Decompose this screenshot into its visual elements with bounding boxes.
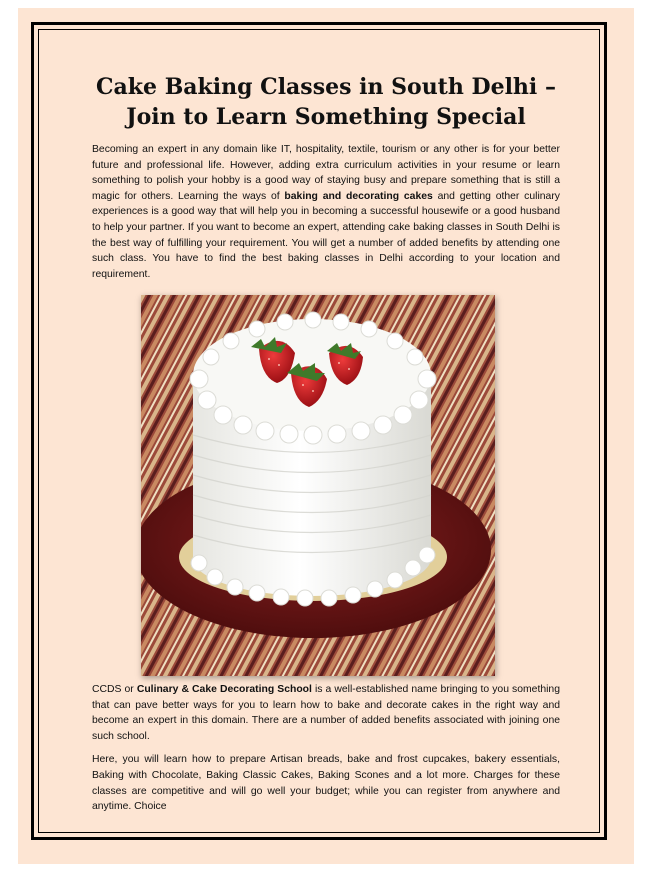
intro-paragraph: Becoming an expert in any domain like IT, hospitality, textile, tourism or any other is for your better future and professional life. However, adding extra curriculum activities in your resume or learn something to polish your hobby is a good way of staying busy and prepare something that is still a magic for others. Learning the ways of baking and decorating cakes and getting other culinary experiences is a good way that will help you in becoming a successful housewife or a good husband to help your partner. If you want to become an expert, attending cake baking classes in South Delhi is the best way of fulfilling your requirement. You will get a number of added benefits by attending one such class. You have to find the best baking classes in Delhi according to your location and requirement. xyxy=(92,144,560,280)
courses-paragraph: Here, you will learn how to prepare Artisan breads, bake and frost cupcakes, bakery essentials, Baking with Chocolate, Baking Classic Cakes, Baking Scones and a lot more. Charges for these classes are competitive and will go well your budget; while you can register from anywhere and anytime. Choice xyxy=(92,754,560,813)
cake-photo xyxy=(141,295,495,676)
title-line-1: Cake Baking Classes in South Delhi – xyxy=(96,74,556,100)
document-body-continued xyxy=(92,682,560,823)
title-line-2: Join to Learn Something Special xyxy=(126,104,526,130)
document-title xyxy=(92,72,560,132)
school-paragraph: CCDS or Culinary & Cake Decorating School is a well-established name bringing to you something that can pave better ways for you to learn how to bake and decorate cakes in the right way and become an expert in this domain. There are a number of added benefits associated with joining one such school. xyxy=(92,684,560,742)
bold-phrase: baking and decorating cakes xyxy=(284,190,433,202)
document-body xyxy=(92,72,560,290)
school-name: Culinary & Cake Decorating School xyxy=(136,684,312,695)
